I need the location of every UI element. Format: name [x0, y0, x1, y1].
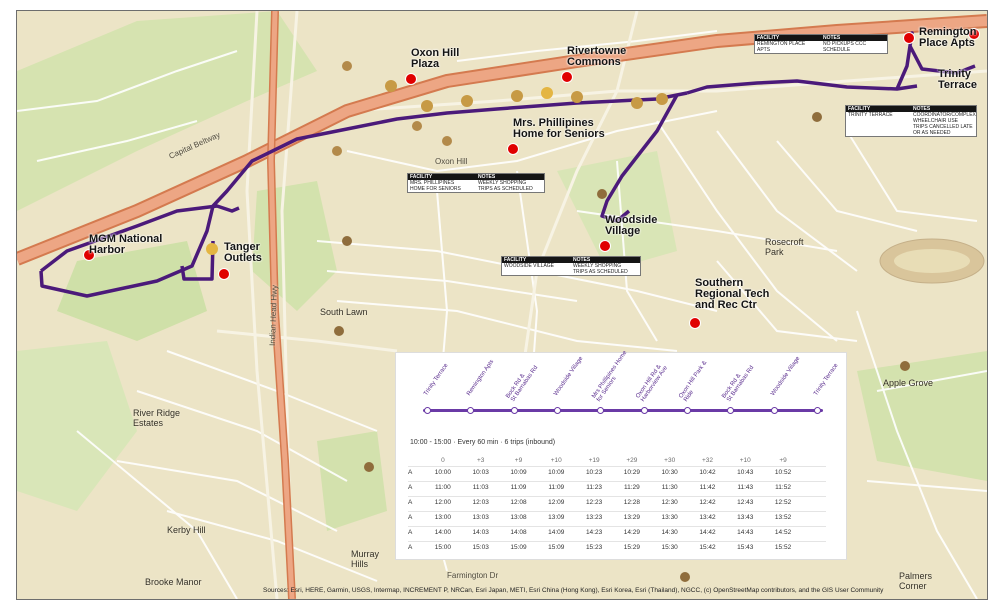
table-header: NOTES [913, 106, 931, 112]
schedule-time-cell: 15:42 [699, 544, 716, 551]
schedule-time-cell: 10:52 [774, 469, 792, 476]
stop-marker-phillipines[interactable] [507, 143, 519, 155]
schedule-dir-cell: A [408, 514, 413, 521]
table-cell: TRIPS CANCELLED LATE [913, 124, 973, 130]
table-header: FACILITY [504, 257, 527, 263]
table-cell [502, 269, 571, 275]
area-label-south-lawn: South Lawn [320, 307, 368, 317]
stop-marker-oxon-hill-plaza[interactable] [405, 73, 417, 85]
schedule-dir-cell: A [408, 529, 413, 536]
schedule-time-cell: 13:42 [699, 514, 716, 521]
table-cell: WEEKLY SHOPPING [573, 263, 622, 269]
stop-label-rivertowne: Rivertowne Commons [567, 45, 627, 68]
schedule-time-cell: 10:09 [510, 469, 527, 476]
schedule-dir-cell: A [408, 499, 413, 506]
schedule-time-cell: 12:30 [661, 499, 678, 506]
schedule-time-cell: 13:03 [472, 514, 489, 521]
schedule-time-cell: 15:00 [434, 544, 452, 551]
table-cell: WOODSIDE VILLAGE [504, 263, 555, 269]
road-label-beltway: Capital Beltway [167, 130, 222, 161]
area-label-river-ridge: River Ridge Estates [133, 408, 181, 428]
schedule-offset-cell: +10 [550, 457, 562, 464]
schedule-stop-name: Bock Rd & St Barnabas Rd [504, 364, 539, 403]
schedule-row-divider [408, 511, 826, 512]
schedule-time-cell: 14:30 [661, 529, 678, 536]
stop-marker-rivertowne[interactable] [561, 71, 573, 83]
schedule-trip-row [408, 544, 802, 551]
area-label-palmers-corner: Palmers Corner [899, 571, 933, 591]
schedule-time-cell: 12:03 [472, 499, 489, 506]
stop-marker-tanger[interactable] [218, 268, 230, 280]
schedule-dir-cell: A [408, 484, 413, 491]
facility-table-trinity [845, 105, 977, 137]
schedule-time-cell: 10:09 [548, 469, 565, 476]
schedule-time-cell: 14:23 [585, 529, 603, 536]
stop-label-trinity: Trinity Terrace [938, 68, 977, 91]
table-cell: OR AS NEEDED [913, 130, 951, 136]
table-cell: REMINGTON PLACE [757, 41, 806, 47]
schedule-row-divider [408, 466, 826, 467]
schedule-time-cell: 12:43 [737, 499, 754, 506]
stop-label-oxon-hill-plaza: Oxon Hill Plaza [411, 47, 460, 70]
schedule-stop-dot [727, 407, 734, 414]
schedule-trip-row [408, 514, 802, 521]
schedule-row-divider [408, 496, 826, 497]
schedule-stop-name: Remington Apts [466, 358, 496, 397]
area-label-brooke-manor: Brooke Manor [145, 577, 202, 587]
schedule-time-cell: 10:23 [585, 469, 603, 476]
table-cell: SCHEDULE [823, 47, 851, 53]
schedule-time-cell: 14:03 [472, 529, 489, 536]
schedule-time-cell: 12:28 [623, 499, 641, 506]
schedule-time-cell: 15:52 [774, 544, 792, 551]
table-cell: MRS. PHILLIPINES [410, 180, 455, 186]
area-label-murray-hills: Murray Hills [351, 549, 380, 569]
stop-label-phillipines: Mrs. Phillipines Home for Seniors [513, 117, 605, 140]
schedule-stop-dot [554, 407, 561, 414]
schedule-stop-name: Trinity Terrace [813, 362, 840, 397]
table-cell: HOME FOR SENIORS [410, 186, 461, 192]
schedule-time-cell: 10:42 [699, 469, 716, 476]
schedule-time-cell: 15:23 [585, 544, 603, 551]
area-label-rosecroft-park: Rosecroft Park [765, 237, 804, 257]
table-cell: WHEELCHAIR USE [913, 118, 959, 124]
stop-label-remington: Remington Place Apts [919, 26, 977, 49]
schedule-time-cell: 11:42 [699, 484, 716, 491]
schedule-time-cell: 13:09 [548, 514, 565, 521]
schedule-time-cell: 13:52 [774, 514, 792, 521]
schedule-row-divider [408, 526, 826, 527]
schedule-time-cell: 10:29 [623, 469, 641, 476]
table-cell: WEEKLY SHOPPING [478, 180, 527, 186]
schedule-time-cell: 14:29 [623, 529, 641, 536]
schedule-offset-cell: 0 [441, 457, 445, 464]
schedule-panel [395, 349, 847, 560]
schedule-time-cell: 11:43 [737, 484, 754, 491]
schedule-time-cell: 12:23 [585, 499, 603, 506]
schedule-time-cell: 12:09 [548, 499, 565, 506]
facility-table-woodside [501, 256, 641, 276]
table-header: NOTES [478, 174, 496, 180]
table-header: FACILITY [848, 106, 871, 112]
area-label-oxon-hill: Oxon Hill [435, 157, 468, 166]
park-area [17, 341, 137, 511]
table-cell: TRINITY TERRACE [848, 112, 893, 118]
schedule-time-cell: 11:29 [623, 484, 640, 491]
schedule-time-cell: 15:03 [472, 544, 489, 551]
schedule-trip-row [408, 484, 802, 491]
table-header: FACILITY [757, 35, 780, 41]
stop-marker-woodside[interactable] [599, 240, 611, 252]
schedule-time-cell: 15:29 [623, 544, 641, 551]
table-cell: TRIPS AS SCHEDULED [573, 269, 628, 275]
park-area [252, 181, 337, 311]
schedule-time-cell: 13:00 [434, 514, 452, 521]
schedule-time-cell: 15:09 [548, 544, 565, 551]
area-label-apple-grove: Apple Grove [883, 378, 934, 388]
street-label-farmington: Farmington Dr [447, 571, 499, 580]
schedule-time-cell: 11:23 [586, 484, 602, 491]
schedule-time-cell: 10:30 [661, 469, 678, 476]
table-cell: COORDINATOR/COMPLEX [913, 112, 976, 118]
schedule-stop-name: Oxon Hill Park & Ride [678, 360, 709, 403]
racetrack-infield [894, 249, 970, 273]
table-cell [846, 130, 911, 136]
schedule-time-cell: 10:03 [472, 469, 489, 476]
schedule-offset-cell: +9 [514, 457, 523, 464]
schedule-time-cell: 13:30 [661, 514, 678, 521]
area-label-kerby-hill: Kerby Hill [167, 525, 206, 535]
schedule-time-cell: 15:30 [661, 544, 678, 551]
stop-label-mgm: MGM National Harbor [89, 233, 163, 256]
schedule-stop-dot [424, 407, 431, 414]
schedule-offset-row [408, 457, 802, 464]
facility-table-remington [754, 34, 888, 54]
schedule-time-cell: 11:09 [510, 484, 527, 491]
schedule-time-cell: 13:43 [737, 514, 754, 521]
schedule-time-cell: 14:00 [434, 529, 452, 536]
schedule-offset-cell: +10 [739, 457, 751, 464]
schedule-time-cell: 11:30 [661, 484, 678, 491]
park-area [57, 241, 207, 341]
stop-marker-remington[interactable] [903, 32, 915, 44]
stop-marker-southern-regional[interactable] [689, 317, 701, 329]
schedule-trip-row [408, 499, 802, 506]
schedule-offset-cell: +30 [664, 457, 676, 464]
schedule-stop-dot [511, 407, 518, 414]
schedule-offset-cell: +3 [476, 457, 485, 464]
schedule-time-cell: 10:43 [737, 469, 754, 476]
schedule-time-cell: 13:29 [623, 514, 641, 521]
schedule-time-cell: 12:00 [434, 499, 452, 506]
schedule-stop-dot [641, 407, 648, 414]
park-area [317, 431, 387, 531]
schedule-offset-cell: +9 [779, 457, 787, 464]
schedule-time-cell: 14:09 [548, 529, 565, 536]
schedule-stop-dot [597, 407, 604, 414]
schedule-timeline [423, 409, 823, 412]
schedule-stop-dot [467, 407, 474, 414]
schedule-time-cell: 12:52 [774, 499, 792, 506]
stop-label-southern-regional: Southern Regional Tech and Rec Ctr [695, 277, 770, 311]
schedule-time-cell: 14:43 [737, 529, 754, 536]
schedule-stop-name: Woodside Village [769, 355, 802, 397]
schedule-time-cell: 14:52 [774, 529, 792, 536]
schedule-time-cell: 13:08 [510, 514, 527, 521]
schedule-time-cell: 12:42 [699, 499, 716, 506]
schedule-time-cell: 12:08 [510, 499, 527, 506]
schedule-stop-name: Woodside Village [553, 355, 585, 397]
schedule-stop-name: Mrs Phillipines Home for Seniors [591, 349, 629, 403]
road-label-indian-head: Indian Head Hwy [267, 284, 280, 347]
table-cell: TRIPS AS SCHEDULED [478, 186, 533, 192]
stop-label-woodside: Woodside Village [605, 214, 658, 237]
schedule-stop-name: Oxon Hill Rd & Harborview Ave [634, 363, 669, 403]
schedule-row-divider [408, 481, 826, 482]
stop-label-tanger: Tanger Outlets [224, 241, 262, 264]
schedule-time-cell: 14:42 [699, 529, 716, 536]
schedule-time-cell: 11:00 [435, 484, 451, 491]
table-header: NOTES [573, 257, 591, 263]
schedule-time-cell: 11:03 [472, 484, 489, 491]
schedule-trip-row [408, 529, 802, 536]
schedule-row-divider [408, 541, 826, 542]
schedule-dir-cell: A [408, 469, 413, 476]
schedule-stop-name: Bock Rd & St Barnabas Rd [721, 364, 756, 403]
schedule-time-cell: 15:43 [737, 544, 754, 551]
schedule-time-cell: 11:09 [548, 484, 565, 491]
schedule-time-cell: 15:09 [510, 544, 527, 551]
map-frame [16, 10, 988, 600]
schedule-stop-dot [771, 407, 778, 414]
schedule-trip-row [408, 469, 802, 476]
schedule-stop-name: Trinity Terrace [423, 362, 450, 397]
schedule-stop-dot [684, 407, 691, 414]
schedule-stop-dot [814, 407, 821, 414]
schedule-time-cell: 13:23 [585, 514, 603, 521]
table-cell: APTS [757, 47, 771, 53]
table-cell: NO PICKUPS CCC [823, 41, 867, 47]
table-header: NOTES [823, 35, 841, 41]
schedule-time-cell: 14:08 [510, 529, 527, 536]
schedule-offset-cell: +19 [588, 457, 600, 464]
schedule-service-line: 10:00 - 15:00 · Every 60 min · 6 trips (inbound) [410, 439, 556, 446]
schedule-offset-cell: +32 [701, 457, 713, 464]
facility-table-oxon [407, 173, 545, 193]
schedule-offset-cell: +29 [626, 457, 638, 464]
table-header: FACILITY [410, 174, 433, 180]
schedule-dir-cell: A [408, 544, 413, 551]
map-attribution: Sources: Esri, HERE, Garmin, USGS, Intermap, INCREMENT P, NRCan, Esri Japan, METI, Esri China (Hong Kong), Esri Korea, Esri (Thailand), NGCC, (c) OpenStreetMap contributors, and the GIS User Community [263, 587, 884, 594]
schedule-dir-cell [408, 457, 424, 464]
schedule-time-cell: 11:52 [775, 484, 791, 491]
schedule-time-cell: 10:00 [434, 469, 452, 476]
